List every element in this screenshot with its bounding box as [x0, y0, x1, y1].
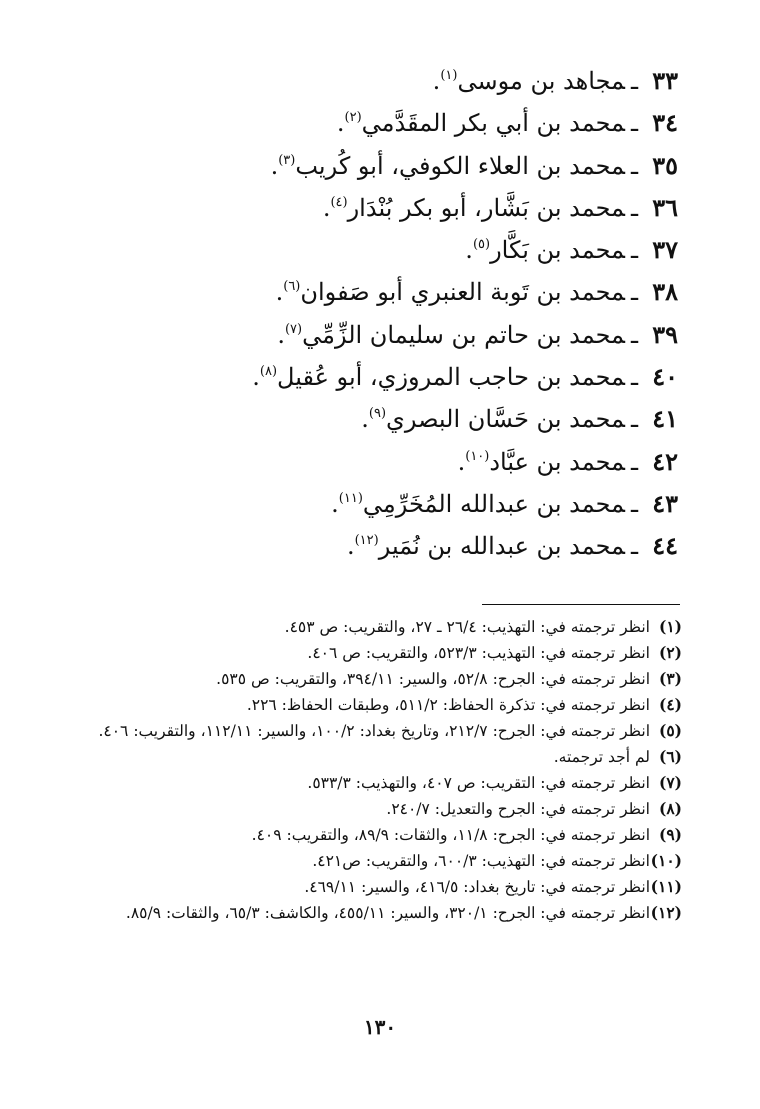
footnote-divider — [482, 604, 680, 605]
entry-name: محمد بن أبي بكر المقَدَّمي — [361, 109, 625, 138]
footnote-text: انظر ترجمته في: تاريخ بغداد: ٤١٦/٥، والسير: ٤٦٩/١١. — [304, 878, 650, 896]
footnote-marker: (٢) — [658, 643, 682, 662]
entry-terminator: . — [277, 320, 285, 349]
footnote-marker: (٦) — [658, 747, 682, 766]
entry-terminator: . — [270, 151, 279, 180]
footnote-ref[interactable]: (٣) — [278, 152, 296, 168]
list-item — [58, 60, 678, 102]
list-item — [58, 525, 678, 567]
footnotes — [70, 614, 682, 926]
footnote-ref[interactable]: (١) — [440, 68, 458, 83]
footnote-ref[interactable]: (٦) — [283, 279, 301, 295]
entry-number: ٤١ — [652, 404, 678, 434]
entry-terminator: . — [275, 278, 284, 307]
entry-separator: ـ — [630, 320, 638, 349]
footnote — [70, 614, 682, 640]
list-item — [58, 483, 678, 525]
footnote-marker: (١١) — [650, 877, 682, 896]
footnote-marker: (٩) — [658, 825, 682, 844]
footnote — [70, 744, 682, 770]
entry-number: ٣٦ — [652, 192, 678, 222]
entry-terminator: . — [331, 489, 339, 518]
entry-number: ٣٤ — [652, 108, 678, 138]
list-item — [58, 441, 678, 483]
footnote — [70, 692, 682, 718]
entry-number: ٣٧ — [652, 235, 678, 265]
footnote-text: انظر ترجمته في: التهذيب: ٥٢٣/٣، والتقريب: ص ٤٠٦. — [307, 644, 650, 662]
list-item — [58, 271, 678, 313]
footnote-marker: (٤) — [658, 695, 682, 714]
entry-number: ٣٣ — [652, 66, 678, 95]
entry-number: ٤٤ — [652, 531, 678, 561]
footnote — [70, 822, 682, 848]
footnote-text: انظر ترجمته في: التهذيب: ٦٠٠/٣، والتقريب: ص٤٢١. — [312, 852, 650, 870]
entry-number: ٤٠ — [652, 362, 678, 392]
entry-name: محمد بن بَشَّار، أبو بكر بُنْدَار — [347, 193, 625, 222]
entry-terminator: . — [457, 447, 466, 476]
entry-separator: ـ — [630, 489, 638, 518]
page-number: ١٣٠ — [363, 1015, 397, 1039]
footnote-text: انظر ترجمته في: الجرح: ٥٢/٨، والسير: ٣٩٤/١١، والتقريب: ص ٥٣٥. — [216, 670, 650, 688]
entry-name: محمد بن حَسَّان البصري — [386, 405, 625, 434]
footnote-text: لم أجد ترجمته. — [553, 748, 650, 766]
footnote — [70, 874, 682, 900]
list-item — [58, 102, 678, 144]
footnote-text: انظر ترجمته في: الجرح: ١١/٨، والثقات: ٨٩/٩، والتقريب: ٤٠٩. — [251, 826, 650, 844]
entry-terminator: . — [432, 67, 441, 95]
entry-name: مجاهد بن موسى — [457, 67, 625, 95]
entry-number: ٣٨ — [652, 277, 678, 307]
footnote-text: انظر ترجمته في: الجرح والتعديل: ٢٤٠/٧. — [386, 800, 650, 818]
footnote-ref[interactable]: (٨) — [259, 364, 278, 380]
entry-separator: ـ — [630, 447, 638, 476]
footnote-marker: (٨) — [658, 799, 682, 818]
entry-separator: ـ — [630, 151, 638, 180]
list-item — [58, 187, 678, 229]
footnote-marker: (٧) — [658, 773, 682, 792]
entry-separator: ـ — [630, 363, 638, 392]
entry-separator: ـ — [630, 405, 638, 434]
entry-terminator: . — [465, 236, 473, 265]
footnote-ref[interactable]: (٢) — [344, 110, 362, 126]
footnote — [70, 718, 682, 744]
entry-number: ٤٢ — [652, 446, 678, 476]
entry-terminator: . — [346, 532, 355, 561]
footnote-ref[interactable]: (٧) — [284, 321, 303, 337]
entry-name: محمد بن العلاء الكوفي، أبو كُريب — [295, 151, 625, 180]
footnote-marker: (١) — [658, 617, 682, 636]
entry-terminator: . — [322, 193, 331, 222]
footnote-marker: (٣) — [658, 669, 682, 688]
footnote — [70, 900, 682, 926]
footnote-text: انظر ترجمته في: الجرح: ٣٢٠/١، والسير: ٤٥٥/١١، والكاشف: ٦٥/٣، والثقات: ٨٥/٩. — [125, 904, 650, 922]
footnote-ref[interactable]: (١١) — [338, 490, 363, 506]
list-item — [58, 229, 678, 271]
footnote-ref[interactable]: (١٢) — [354, 533, 379, 549]
entry-separator: ـ — [630, 109, 638, 138]
footnote-text: انظر ترجمته في: التقريب: ص ٤٠٧، والتهذيب: ٥٣٣/٣. — [307, 774, 650, 792]
entry-terminator: . — [361, 405, 369, 434]
entry-number: ٣٩ — [652, 319, 678, 349]
list-item — [58, 356, 678, 398]
footnote-marker: (٥) — [658, 721, 682, 740]
footnote-ref[interactable]: (٤) — [330, 194, 348, 210]
footnote-ref[interactable]: (٩) — [368, 406, 387, 422]
footnote-ref[interactable]: (٥) — [472, 237, 491, 253]
entry-name: محمد بن حاجب المروزي، أبو عُقيل — [277, 363, 625, 392]
entry-name: محمد بن عبدالله المُخَرِّمِي — [362, 489, 625, 518]
footnote-text: انظر ترجمته في: التهذيب: ٢٦/٤ ـ ٢٧، والتقريب: ص ٤٥٣. — [284, 618, 650, 636]
entry-separator: ـ — [630, 67, 638, 95]
footnote-ref[interactable]: (١٠) — [465, 448, 490, 464]
entry-number: ٣٥ — [652, 150, 678, 180]
footnote — [70, 848, 682, 874]
list-item — [58, 314, 678, 356]
footnote — [70, 770, 682, 796]
footnote-marker: (١٠) — [650, 851, 682, 870]
footnote — [70, 666, 682, 692]
narrator-list — [58, 60, 678, 568]
entry-number: ٤٣ — [652, 488, 678, 518]
footnote-marker: (١٢) — [650, 903, 682, 922]
footnote — [70, 796, 682, 822]
entry-name: محمد بن عبدالله بن نُمَير — [378, 532, 625, 561]
entry-separator: ـ — [630, 236, 638, 265]
list-item — [58, 398, 678, 440]
entry-terminator: . — [252, 363, 260, 392]
entry-separator: ـ — [630, 193, 638, 222]
footnote-text: انظر ترجمته في: تذكرة الحفاظ: ٥١١/٢، وطبقات الحفاظ: ٢٢٦. — [246, 696, 650, 714]
entry-name: محمد بن حاتم بن سليمان الزِّمِّي — [302, 320, 625, 349]
entry-name: محمد بن بَكَّار — [490, 236, 625, 265]
footnote — [70, 640, 682, 666]
entry-terminator: . — [336, 109, 345, 138]
entry-name: محمد بن عبَّاد — [489, 447, 625, 476]
footnote-text: انظر ترجمته في: الجرح: ٢١٢/٧، وتاريخ بغداد: ١٠٠/٢، والسير: ١١٢/١١، والتقريب: ٤٠٦. — [98, 722, 650, 740]
list-item — [58, 145, 678, 187]
entry-separator: ـ — [630, 278, 638, 307]
entry-name: محمد بن تَوبة العنبري أبو صَفوان — [300, 278, 625, 307]
entry-separator: ـ — [630, 532, 638, 561]
